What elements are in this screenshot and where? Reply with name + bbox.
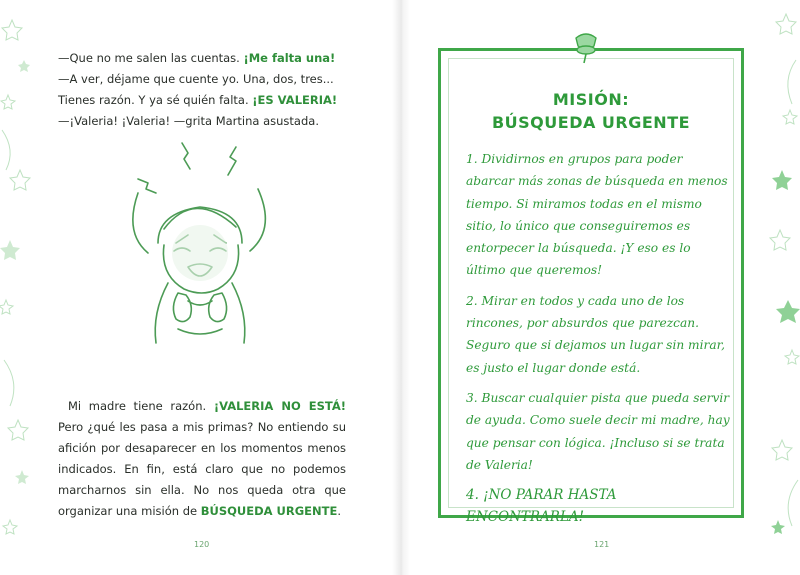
mission-title-line-1: MISIÓN: bbox=[552, 90, 630, 109]
dialogue-line-3 bbox=[58, 111, 348, 132]
book-gutter bbox=[392, 0, 410, 575]
dialogue-line-1 bbox=[58, 48, 348, 69]
narration-part-3: . bbox=[337, 504, 342, 518]
mission-list bbox=[466, 148, 732, 537]
narration-text bbox=[58, 396, 346, 522]
narration-part-1: Mi madre tiene razón. bbox=[68, 399, 214, 413]
narration-paragraph bbox=[58, 396, 346, 522]
mission-item: 2. Mirar en todos y cada uno de los rincones, por absurdos que parezcan. Seguro que si dejamos un lugar sin mirar, es justo el lugar donde está. bbox=[466, 293, 725, 375]
worried-girl-illustration bbox=[118, 133, 278, 363]
dialogue-text: —A ver, déjame que cuente yo. Una, dos, tres... Tienes razón. Y ya sé quién falta. bbox=[58, 72, 334, 107]
mission-title bbox=[448, 88, 734, 134]
narration-part-2: Pero ¿qué les pasa a mis primas? No entiendo su afición por desaparecer en los momentos menos indicados. En fin, está claro que no podemos marcharnos sin ella. No nos queda otra que organizar una misión de bbox=[58, 420, 346, 518]
dialogue-text: —Que no me salen las cuentas. bbox=[58, 51, 244, 65]
push-pin-icon bbox=[566, 30, 606, 64]
mission-item: 1. Dividirnos en grupos para poder abarcar más zonas de búsqueda en menos tiempo. Si miramos todas en el mismo sitio, lo único que conseguiremos es entorpecer la búsqueda. ¡Y eso es lo último que queremos! bbox=[466, 152, 728, 278]
right-edge-stars-decoration bbox=[760, 0, 800, 575]
left-edge-stars-decoration bbox=[0, 0, 40, 575]
dialogue-block bbox=[58, 48, 348, 132]
narration-emphasis-1: ¡VALERIA NO ESTÁ! bbox=[213, 399, 346, 413]
mission-item: 3. Buscar cualquier pista que pueda servir de ayuda. Como suele decir mi madre, hay que pensar con lógica. ¡Incluso si se trata de Valeria! bbox=[466, 390, 730, 472]
dialogue-emphasis: ¡ES VALERIA! bbox=[252, 93, 338, 107]
mission-title-line-2: BÚSQUEDA URGENTE bbox=[491, 113, 691, 132]
narration-emphasis-2: BÚSQUEDA URGENTE bbox=[200, 504, 338, 518]
page-number-right: 121 bbox=[594, 540, 610, 549]
dialogue-text: —¡Valeria! ¡Valeria! —grita Martina asustada. bbox=[58, 114, 319, 128]
mission-item: 4. ¡NO PARAR HASTA ENCONTRARLA! bbox=[466, 487, 617, 526]
page-number-left: 120 bbox=[194, 540, 210, 549]
dialogue-line-2 bbox=[58, 69, 348, 111]
dialogue-emphasis: ¡Me falta una! bbox=[243, 51, 336, 65]
